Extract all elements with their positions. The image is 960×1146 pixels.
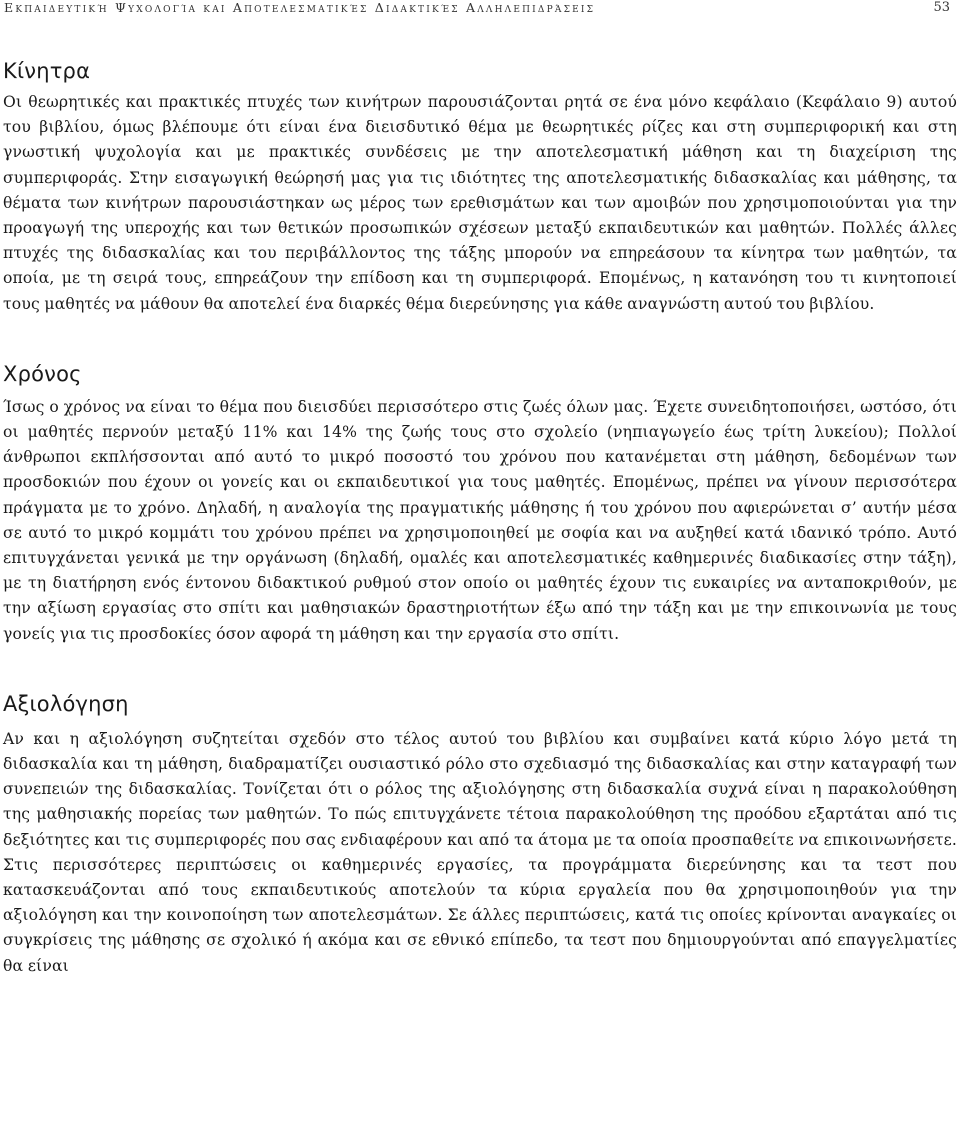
section-paragraph: Οι θεωρητικές και πρακτικές πτυχές των κινήτρων παρουσιάζονται ρητά σε ένα μόνο κεφάλαιο (Κεφάλαιο 9) αυτού του βιβλίου, όμως βλέπουμε ότι είναι ένα διεισδυτικό θέμα με θεωρητικές ρίζες και στη συμπεριφορική και στη γνωστική ψυχολογία και με πρακτικές συνδέσεις με την αποτελεσματική μάθηση και τη διαχείριση της συμπεριφοράς. Στην εισαγωγική θεώρησή μας για τις ιδιότητες της αποτελεσματικής διδασκαλίας και μάθησης, τα θέματα των κινήτρων παρουσιάστηκαν ως μέρος των ερεθισμάτων και των αμοιβών που χρησιμοποιούνται για την προαγωγή της υπεροχής και των θετικών προσωπικών σχέσεων μεταξύ εκπαιδευτικών και μαθητών. Πολλές άλλες πτυχές της διδασκαλίας και του περιβάλλοντος της τάξης μπορούν να επηρεάσουν τα κίνητρα των μαθητών, τα οποία, με τη σειρά τους, επηρεάζουν την επίδοση και τη συμπεριφορά. Επομένως, η κατανόηση του τι κινητοποιεί τους μαθητές να μάθουν θα αποτελεί ένα διαρκές θέμα διερεύνησης για κάθε αναγνώστη αυτού του βιβλίου. bbox=[3, 93, 957, 313]
running-title: Εκπαιδευτική Ψυχολογία και Αποτελεσματικές Διδακτικές Αλληλεπιδράσεις bbox=[4, 0, 596, 15]
section-assessment bbox=[3, 691, 957, 979]
section-paragraph: Αν και η αξιολόγηση συζητείται σχεδόν στο τέλος αυτού του βιβλίου και συμβαίνει κατά κύριο λόγο μετά τη διδασκαλία και τη μάθηση, διαδραματίζει ουσιαστικό ρόλο στο σχεδιασμό της διδασκαλίας και στην καταγραφή των συνεπειών της διδασκαλίας. Τονίζεται ότι ο ρόλος της αξιολόγησης στη διδασκαλία συχνά είναι η παρακολούθηση της μαθησιακής πορείας των μαθητών. Το πώς επιτυγχάνετε τέτοια παρακολούθηση της προόδου εξαρτάται από τις δεξιότητες και τις συμπεριφορές που σας ενδιαφέρουν και από τα άτομα με τα οποία προσπαθείτε να επικοινωνήσετε. Στις περισσότερες περιπτώσεις οι καθημερινές εργασίες, τα προγράμματα διερεύνησης και τα τεστ που κατασκευάζονται από τους εκπαιδευτικούς αποτελούν τα κύρια εργαλεία που θα χρησιμοποιηθούν για την αξιολόγηση και την κοινοποίηση των αποτελεσμάτων. Σε άλλες περιπτώσεις, κατά τις οποίες κρίνονται αναγκαίες οι συγκρίσεις της μάθησης σε σχολικό ή ακόμα και σε εθνικό επίπεδο, τα τεστ που δημιουργούνται από επαγγελματίες θα είναι bbox=[3, 729, 957, 975]
page-body bbox=[3, 58, 957, 979]
section-heading: Αξιολόγηση bbox=[3, 691, 129, 716]
section-time bbox=[3, 361, 957, 647]
section-heading: Κίνητρα bbox=[3, 59, 91, 83]
running-header bbox=[4, 0, 952, 16]
section-heading: Χρόνος bbox=[3, 361, 82, 386]
section-paragraph: Ίσως ο χρόνος να είναι το θέμα που διεισδύει περισσότερο στις ζωές όλων μας. Έχετε συνειδητοποιήσει, ωστόσο, ότι οι μαθητές περνούν μεταξύ 11% και 14% της ζωής τους στο σχολείο (νηπιαγωγείο έως τρίτη λυκείου); Πολλοί άνθρωποι εκπλήσσονται από αυτό το μικρό ποσοστό του χρόνου που κατανέμεται στη μάθηση, δεδομένων των προσδοκιών που έχουν οι γονείς και οι εκπαιδευτικοί για τους μαθητές. Επομένως, πρέπει να γίνουν περισσότερα πράγματα με το χρόνο. Δηλαδή, η αναλογία της πραγματικής μάθησης ή του χρόνου που αφιερώνεται σ’ αυτήν μέσα σε αυτό το μικρό κομμάτι του χρόνου πρέπει να χρησιμοποιηθεί με σοφία και να αυξηθεί κατά ιδανικό τρόπο. Αυτό επιτυγχάνεται γενικά με την οργάνωση (δηλαδή, ομαλές και αποτελεσματικές καθημερινές διαδικασίες στην τάξη), με τη διατήρηση ενός έντονου διδακτικού ρυθμού στον οποίο οι μαθητές έχουν τις ευκαιρίες να ανταποκριθούν, με την αξίωση εργασίας στο σπίτι και μαθησιακών δραστηριοτήτων έξω από την τάξη και με την επικοινωνία με τους γονείς για τις προσδοκίες όσον αφορά τη μάθηση και την εργασία στο σπίτι. bbox=[3, 397, 957, 643]
section-motivation bbox=[3, 58, 957, 317]
page-number: 53 bbox=[933, 0, 950, 15]
